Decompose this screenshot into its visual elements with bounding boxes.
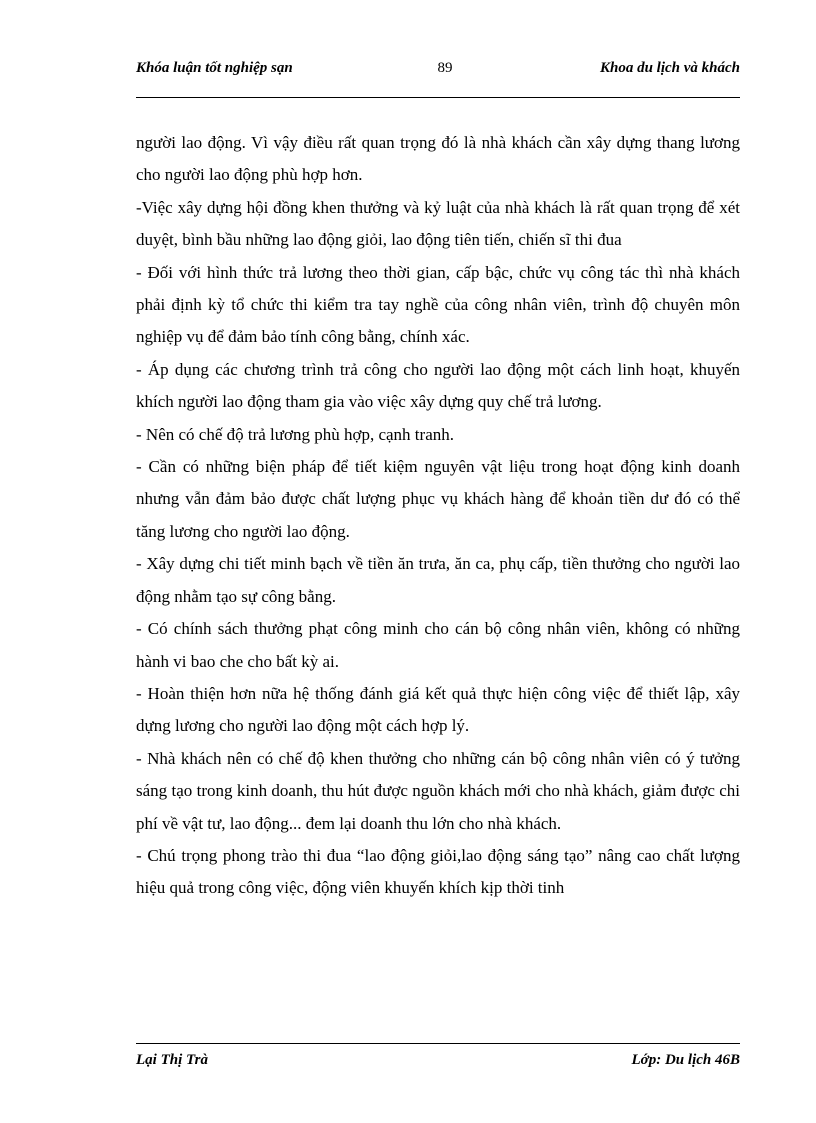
body-paragraph: người lao động. Vì vậy điều rất quan trọng đó là nhà khách cần xây dựng thang lương cho người lao động phù hợp hơn.	[136, 133, 740, 185]
footer-divider	[136, 1043, 740, 1044]
footer-class: Lớp: Du lịch 46B	[631, 1052, 740, 1068]
body-paragraph: - Cần có những biện pháp để tiết kiệm nguyên vật liệu trong hoạt động kinh doanh nhưng vẫn đảm bảo được chất lượng phục vụ khách hàng để khoản tiền dư đó có thể tăng lương cho người lao động.	[136, 457, 740, 541]
document-body	[136, 127, 740, 905]
body-paragraph: - Hoàn thiện hơn nữa hệ thống đánh giá kết quả thực hiện công việc để thiết lập, xây dựng lương cho người lao động một cách hợp lý.	[136, 683, 740, 736]
header-faculty: Khoa du lịch và khách	[599, 60, 740, 76]
body-paragraph: - Đối với hình thức trả lương theo thời gian, cấp bậc, chức vụ công tác thì nhà khách phải định kỳ tổ chức thi kiểm tra tay nghề của công nhân viên, trình độ chuyên môn nghiệp vụ để đảm bảo tính công bằng, chính xác.	[136, 262, 740, 347]
body-paragraph: -Việc xây dựng hội đồng khen thưởng và kỷ luật của nhà khách là rất quan trọng để xét duyệt, bình bầu những lao động giỏi, lao động tiên tiến, chiến sĩ thi đua	[136, 197, 740, 250]
footer-author: Lại Thị Trà	[136, 1052, 208, 1068]
body-paragraph: - Nên có chế độ trả lương phù hợp, cạnh tranh.	[136, 424, 454, 444]
body-paragraph: - Áp dụng các chương trình trả công cho người lao động một cách linh hoạt, khuyến khích người lao động tham gia vào việc xây dựng quy chế trả lương.	[136, 359, 740, 412]
page-number: 89	[437, 60, 453, 76]
body-paragraph: - Có chính sách thưởng phạt công minh cho cán bộ công nhân viên, không có những hành vi bao che cho bất kỳ ai.	[136, 619, 740, 671]
header-divider	[136, 97, 740, 98]
header-thesis-title: Khóa luận tốt nghiệp sạn	[136, 60, 293, 76]
body-paragraph: - Nhà khách nên có chế độ khen thưởng cho những cán bộ công nhân viên có ý tưởng sáng tạo trong kinh doanh, thu hút được nguồn khách mới cho nhà khách, giảm được chi phí về vật tư, lao động... đem lại doanh thu lớn cho nhà khách.	[136, 748, 740, 833]
body-paragraph: - Xây dựng chi tiết minh bạch về tiền ăn trưa, ăn ca, phụ cấp, tiền thưởng cho người lao động nhằm tạo sự công bằng.	[136, 554, 740, 606]
body-paragraph: - Chú trọng phong trào thi đua “lao động giỏi,lao động sáng tạo” nâng cao chất lượng hiệu quả trong công việc, động viên khuyến khích kịp thời tinh	[136, 845, 740, 898]
